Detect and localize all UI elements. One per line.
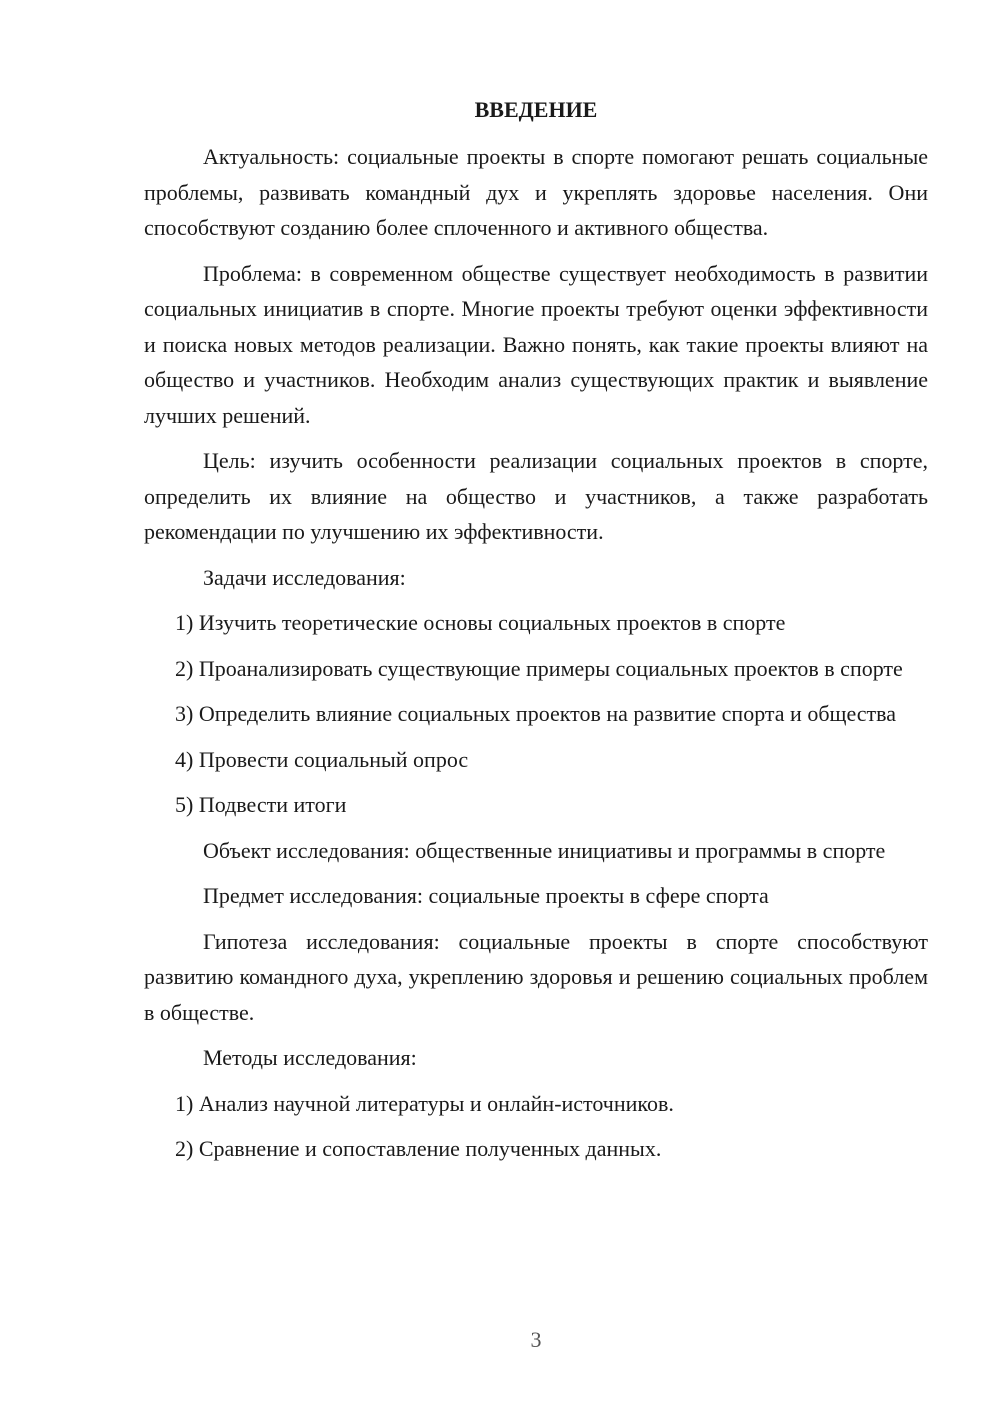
paragraph-relevance: Актуальность: социальные проекты в спорте помогают решать социальные проблемы, развивать командный дух и укреплять здоровье населения. Они способствуют созданию более сплоченного и активного общества. [144, 144, 928, 240]
paragraph-object: Объект исследования: общественные инициативы и программы в спорте [203, 837, 886, 863]
task-item-5: 5) Подвести итоги [175, 792, 347, 817]
paragraph-hypothesis: Гипотеза исследования: социальные проекты в спорте способствуют развитию командного духа, укреплению здоровья и решению социальных проблем в обществе. [144, 928, 928, 1025]
task-item-2: 2) Проанализировать существующие примеры социальных проектов в спорте [175, 655, 903, 681]
paragraph-methods-heading: Методы исследования: [203, 1045, 417, 1070]
method-item-2: 2) Сравнение и сопоставление полученных данных. [175, 1136, 662, 1161]
task-item-1: 1) Изучить теоретические основы социальных проектов в спорте [175, 610, 786, 635]
page-number: 3 [530, 1327, 542, 1352]
paragraph-goal: Цель: изучить особенности реализации социальных проектов в спорте, определить их влияние на общество и участников, а также разработать рекомендации по улучшению их эффективности. [144, 448, 928, 544]
task-item-4: 4) Провести социальный опрос [175, 746, 469, 772]
method-item-1: 1) Анализ научной литературы и онлайн-источников. [175, 1090, 674, 1116]
page-content [144, 92, 928, 1177]
task-item-3: 3) Определить влияние социальных проектов на развитие спорта и общества [175, 701, 897, 726]
paragraph-tasks-heading: Задачи исследования: [203, 564, 406, 590]
paragraph-problem: Проблема: в современном обществе существует необходимость в развитии социальных инициатив в спорте. Многие проекты требуют оценки эффективности и поиска новых методов реализации. Важно понять, как такие проекты влияют на общество и участников. Необходим анализ существующих практик и выявление лучших решений. [144, 260, 928, 428]
paragraph-subject: Предмет исследования: социальные проекты в сфере спорта [203, 883, 769, 908]
page-title: ВВЕДЕНИЕ [474, 97, 598, 122]
